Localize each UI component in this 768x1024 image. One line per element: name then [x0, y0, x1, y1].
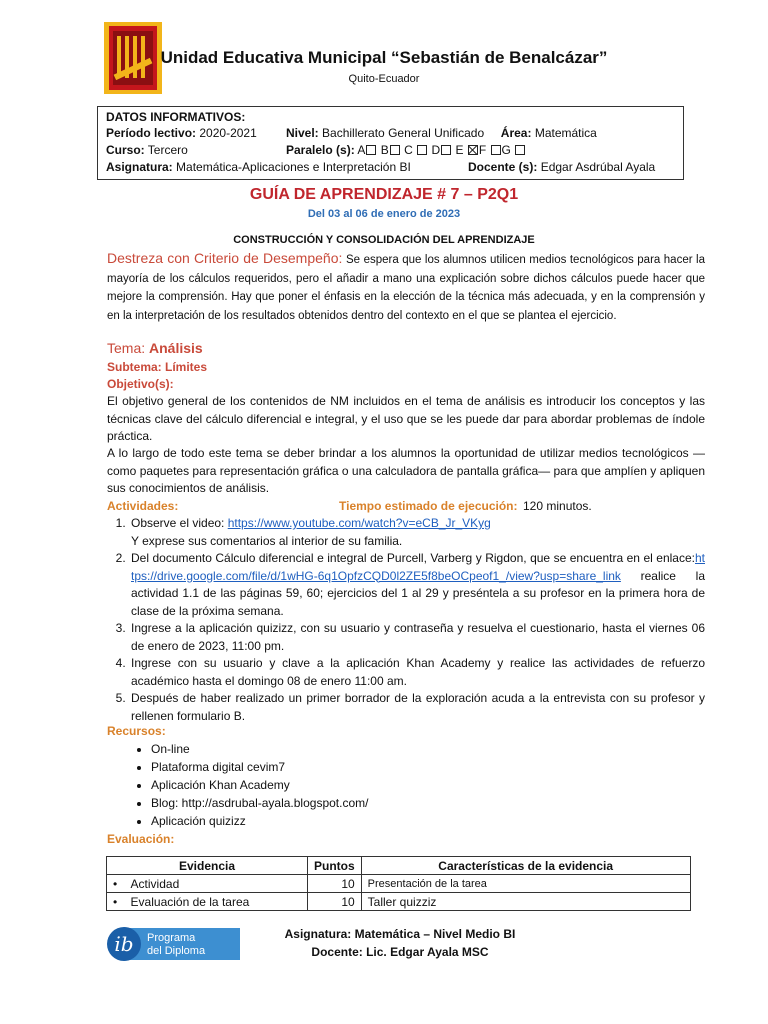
- ib-mark: ib: [114, 932, 134, 956]
- objetivos-p2: A lo largo de todo este tema se deber brindar a los alumnos la oportunidad de utilizar medios tecnológicos —como paquetes para representación gráfica o una calculadora de pantalla gráfica— para que amplíen y apliquen sus conocimientos de análisis.: [107, 446, 705, 495]
- evaluacion-table: [106, 856, 691, 911]
- tema-value: Análisis: [149, 340, 203, 356]
- asignatura-label: Asignatura:: [106, 160, 173, 174]
- objetivos-label: Objetivo(s):: [107, 377, 174, 391]
- docente-value: Edgar Asdrúbal Ayala: [540, 160, 656, 174]
- cell-evidencia: • Actividad: [107, 875, 308, 893]
- actividad-text: Ingrese a la aplicación quizizz, con su usuario y contraseña y resuelva el cuestionario, hasta el viernes 06 de enero de 2023, 11:00 pm.: [131, 621, 705, 653]
- paralelo-d-label: D: [431, 143, 441, 157]
- school-name: Unidad Educativa Municipal “Sebastián de Benalcázar”: [160, 48, 608, 67]
- info-paralelo: [286, 143, 526, 157]
- recursos-list: [107, 740, 705, 830]
- subtema: Subtema: Límites: [107, 360, 208, 374]
- school-city: Quito-Ecuador: [348, 73, 420, 85]
- cell-caracteristicas: Taller quizziz: [361, 893, 690, 911]
- actividad-item: [129, 550, 705, 620]
- actividad-item: [129, 620, 705, 655]
- docente-label: Docente (s):: [468, 160, 538, 174]
- table-row: [107, 893, 691, 911]
- periodo-value: 2020-2021: [199, 126, 257, 140]
- checkbox-d[interactable]: [441, 145, 451, 155]
- destreza-text: Se espera que los alumnos utilicen medios tecnológicos para hacer la mayoría de los cálculos requeridos, pero el añadir a mano una explicación sobre dichos cálculos puede hacer que mejore la comprensión. Hay que poner el énfasis en la elección de la técnica más adecuada, y en la comprensión y en la interpretación de los resultados obtenidos dentro del contexto en el que se plantea el ejercicio.: [107, 254, 705, 322]
- table-header-row: [107, 857, 691, 875]
- cell-caracteristicas: Presentación de la tarea: [361, 875, 690, 893]
- checkbox-e-checked[interactable]: [468, 145, 478, 155]
- actividades-list: [107, 515, 705, 725]
- nivel-value: Bachillerato General Unificado: [322, 126, 485, 140]
- header-evidencia: Evidencia: [107, 857, 308, 875]
- info-nivel: [286, 126, 597, 140]
- actividad-text: Ingrese con su usuario y clave a la aplicación Khan Academy y realice las actividades de refuerzo académico hasta el domingo 08 de enero 11:00 am.: [131, 656, 705, 688]
- curso-value: Tercero: [147, 143, 188, 157]
- guide-title: GUÍA DE APRENDIZAJE # 7 – P2Q1: [249, 186, 519, 203]
- checkbox-c[interactable]: [417, 145, 427, 155]
- nivel-label: Nivel:: [286, 126, 319, 140]
- destreza-label: Destreza con Criterio de Desempeño:: [107, 250, 343, 266]
- objetivos-p1: El objetivo general de los contenidos de NM incluidos en el tema de análisis es introducir los conceptos y las técnicas clave del cálculo diferencial e integral, y el uso que se les puede dar para abordar problemas de índole práctica.: [107, 394, 705, 443]
- ib-diploma-logo: [105, 924, 240, 964]
- header-caracteristicas: Características de la evidencia: [361, 857, 690, 875]
- periodo-label: Período lectivo:: [106, 126, 197, 140]
- header-puntos: Puntos: [308, 857, 362, 875]
- cell-puntos: 10: [308, 893, 362, 911]
- cell-evidencia: • Evaluación de la tarea: [107, 893, 308, 911]
- ib-line1: Programa: [147, 932, 196, 944]
- actividad-text: Después de haber realizado un primer borrador de la exploración acuda a la entrevista con su profesor y rellenen formulario B.: [131, 691, 705, 723]
- paralelo-c-label: C: [404, 143, 413, 157]
- actividad-text: realice la actividad 1.1 de las páginas 59, 60; ejercicios del 1 al 29 y preséntela a su profesor en la primera hora de clase de la próxima semana.: [131, 568, 705, 618]
- paralelo-a-label: A: [357, 143, 366, 157]
- recurso-item: • Aplicación quizizz: [151, 812, 705, 830]
- checkbox-g[interactable]: [515, 145, 525, 155]
- cell-puntos: 10: [308, 875, 362, 893]
- recurso-item: • Plataforma digital cevim7: [151, 758, 705, 776]
- actividad-item: [129, 690, 705, 725]
- recurso-item: • Aplicación Khan Academy: [151, 776, 705, 794]
- footer-asignatura: Asignatura: Matemática – Nivel Medio BI: [284, 927, 516, 941]
- recurso-item: • Blog: http://asdrubal-ayala.blogspot.com/: [151, 794, 705, 812]
- info-periodo: [106, 126, 257, 140]
- paralelo-f-label: F: [478, 143, 487, 157]
- guide-dates: Del 03 al 06 de enero de 2023: [307, 208, 461, 220]
- checkbox-b[interactable]: [390, 145, 400, 155]
- youtube-link[interactable]: https://www.youtube.com/watch?v=eCB_Jr_VKyg: [227, 516, 491, 530]
- asignatura-value: Matemática-Aplicaciones e Interpretación BI: [176, 160, 411, 174]
- recursos-label: Recursos:: [107, 724, 166, 738]
- area-value: Matemática: [534, 126, 597, 140]
- tema-line: [107, 340, 705, 358]
- curso-label: Curso:: [106, 143, 145, 157]
- info-curso: [106, 143, 188, 157]
- tiempo-label: Tiempo estimado de ejecución:: [339, 499, 518, 513]
- paralelo-e-label: E: [455, 143, 464, 157]
- actividad-text: Y exprese sus comentarios al interior de su familia.: [131, 533, 403, 548]
- area-label: Área:: [500, 126, 532, 140]
- info-box: [97, 106, 684, 180]
- drive-link[interactable]: https://drive.google.com/file/d/1wHG-6q1OpfzCQD0l2ZE5f8beOCpeof1_/view?usp=share_link: [131, 551, 705, 583]
- tiempo-value: 120 minutos.: [523, 499, 592, 513]
- evaluacion-label: Evaluación:: [107, 832, 175, 846]
- footer-docente: Docente: Lic. Edgar Ayala MSC: [311, 945, 489, 959]
- actividades-header: [107, 498, 705, 516]
- ib-line2: del Diploma: [147, 945, 206, 957]
- destreza-paragraph: [107, 250, 705, 325]
- evidencia-text: Evaluación de la tarea: [130, 894, 250, 909]
- actividad-item: [129, 515, 705, 550]
- actividad-text: Observe el video:: [131, 516, 228, 530]
- recurso-item: • On-line: [151, 740, 705, 758]
- actividad-item: [129, 655, 705, 690]
- evidencia-text: Actividad: [130, 876, 180, 891]
- checkbox-f[interactable]: [491, 145, 501, 155]
- checkbox-a[interactable]: [366, 145, 376, 155]
- info-docente: [468, 160, 655, 174]
- section-heading: CONSTRUCCIÓN Y CONSOLIDACIÓN DEL APRENDIZAJE: [233, 234, 535, 246]
- paralelo-g-label: G: [501, 143, 511, 157]
- actividades-label: Actividades:: [107, 499, 179, 513]
- info-title: DATOS INFORMATIVOS:: [106, 110, 246, 124]
- info-asignatura: [106, 160, 411, 174]
- paralelo-label: Paralelo (s):: [286, 143, 355, 157]
- table-row: [107, 875, 691, 893]
- actividad-text: Del documento Cálculo diferencial e integral de Purcell, Varberg y Rigdon, que se encuentra en el enlace:: [131, 551, 695, 565]
- paralelo-b-label: B: [380, 143, 389, 157]
- tema-label: Tema:: [107, 340, 146, 356]
